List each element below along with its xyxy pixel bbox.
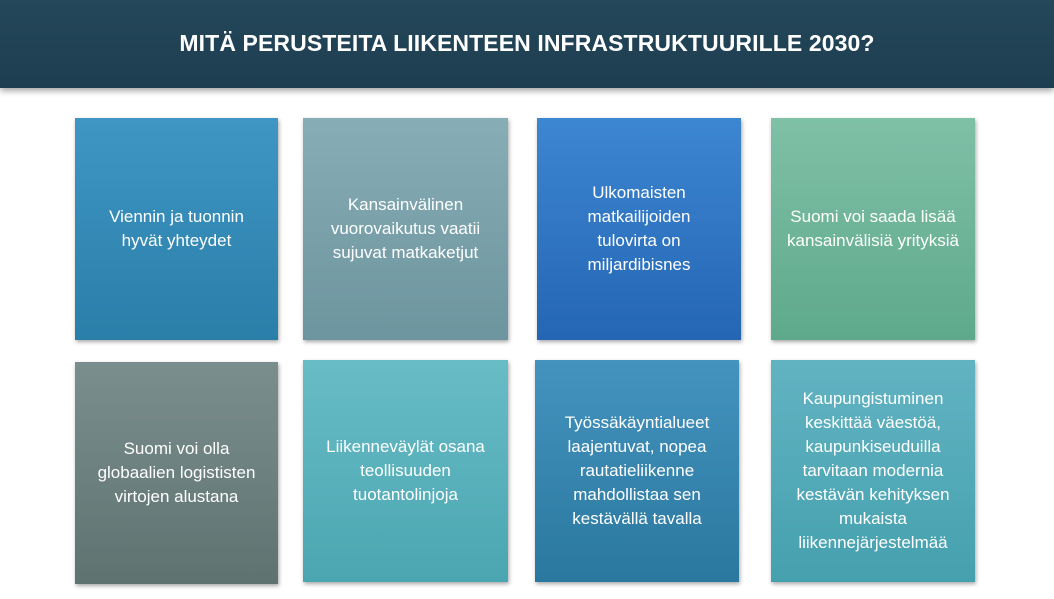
card-text: Kaupungistuminen keskittää väestöä, kaupunkiseuduilla tarvitaan modernia kestävän kehityksen mukaista liikennejärjestelmää [796,389,950,552]
card-text: Liikenneväylät osana teollisuuden tuotantolinjoja [326,437,485,504]
card-international-companies [771,118,975,340]
card-text: Viennin ja tuonnin hyvät yhteydet [109,207,244,250]
card-urbanization [771,360,975,582]
card-text: Kansainvälinen vuorovaikutus vaatii sujuvat matkaketjut [330,195,481,262]
title-banner [0,0,1054,88]
card-export-import [75,118,278,340]
card-logistics-platform [75,362,278,584]
card-tourism [537,118,741,340]
card-commuting-areas [535,360,739,582]
page-title: MITÄ PERUSTEITA LIIKENTEEN INFRASTRUKTUURILLE 2030? [179,29,875,56]
card-international-interaction [303,118,508,340]
card-text: Suomi voi olla globaalien logististen virtojen alustana [97,439,256,506]
card-industry-production [303,360,508,582]
card-text: Työssäkäyntialueet laajentuvat, nopea rautatieliikenne mahdollistaa sen kestävällä tavalla [564,413,710,528]
card-text: Suomi voi saada lisää kansainvälisiä yrityksiä [787,207,959,250]
card-text: Ulkomaisten matkailijoiden tulovirta on miljardibisnes [587,183,691,274]
